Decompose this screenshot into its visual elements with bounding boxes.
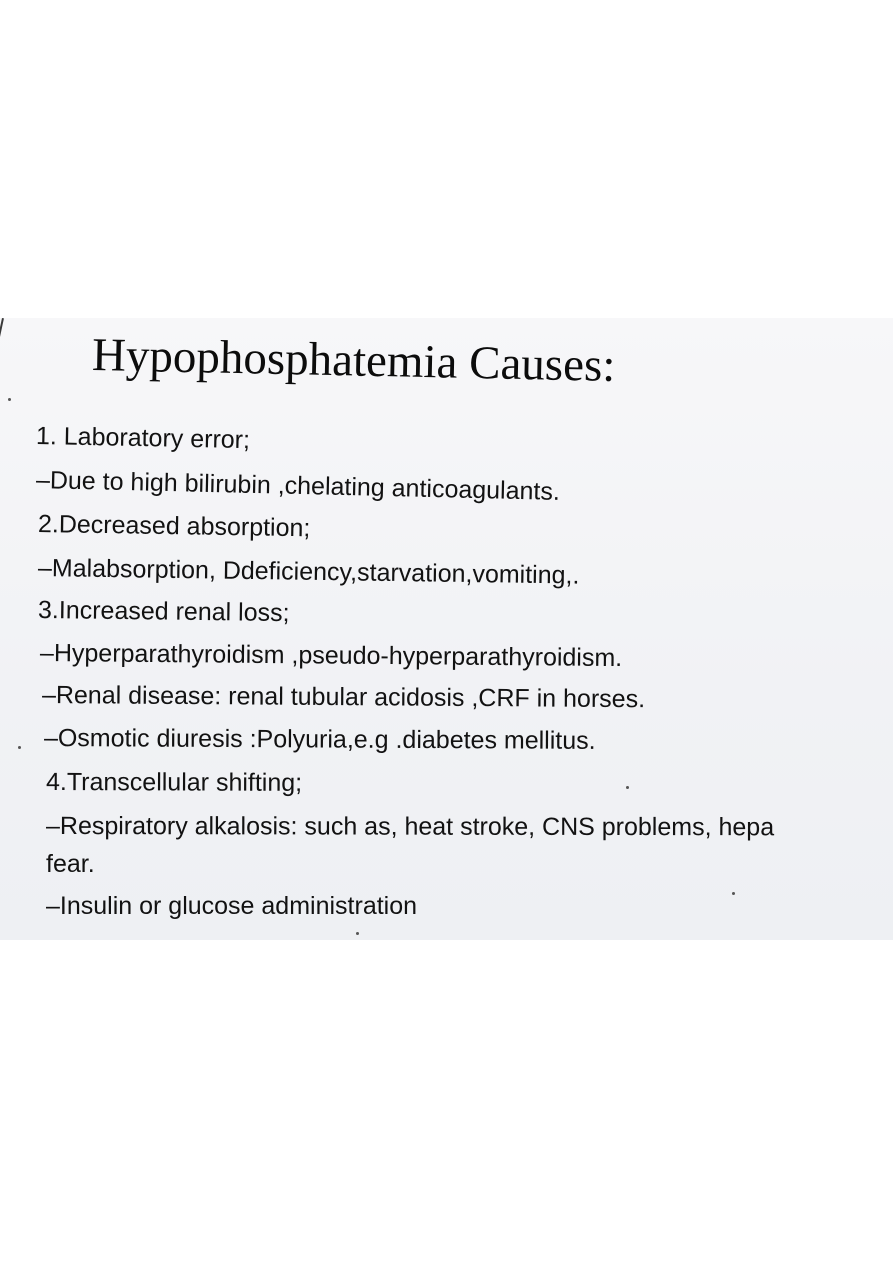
cause-detail-osmotic-diuresis: –Osmotic diuresis :Polyuria,e.g .diabetes mellitus. bbox=[43, 724, 596, 755]
cause-detail-malabsorption: –Malabsorption, Ddeficiency,starvation,vomiting,. bbox=[37, 554, 580, 590]
scan-speck bbox=[732, 892, 735, 895]
slide-photo bbox=[0, 318, 893, 940]
cause-heading-transcellular-shifting: 4.Transcellular shifting; bbox=[45, 768, 303, 797]
scan-speck bbox=[356, 932, 359, 935]
cause-detail-hyperparathyroidism: –Hyperparathyroidism ,pseudo-hyperparathyroidism. bbox=[39, 639, 623, 673]
scan-speck bbox=[626, 786, 629, 789]
scan-speck bbox=[8, 398, 11, 401]
slide-title: Hypophosphatemia Causes: bbox=[91, 329, 616, 392]
cause-heading-decreased-absorption: 2.Decreased absorption; bbox=[37, 510, 311, 543]
cause-detail-insulin-glucose: –Insulin or glucose administration bbox=[46, 892, 418, 920]
scan-speck bbox=[18, 746, 21, 749]
cause-detail-respiratory-alkalosis-cont: fear. bbox=[46, 850, 95, 878]
cause-detail-respiratory-alkalosis: –Respiratory alkalosis: such as, heat stroke, CNS problems, hepa bbox=[45, 812, 775, 842]
cause-heading-increased-renal-loss: 3.Increased renal loss; bbox=[37, 596, 290, 628]
paper-edge-mark bbox=[0, 318, 4, 373]
cause-detail-bilirubin: –Due to high bilirubin ,chelating anticoagulants. bbox=[35, 466, 561, 506]
cause-heading-laboratory-error: 1. Laboratory error; bbox=[35, 422, 251, 455]
cause-detail-renal-disease: –Renal disease: renal tubular acidosis ,CRF in horses. bbox=[41, 681, 646, 714]
